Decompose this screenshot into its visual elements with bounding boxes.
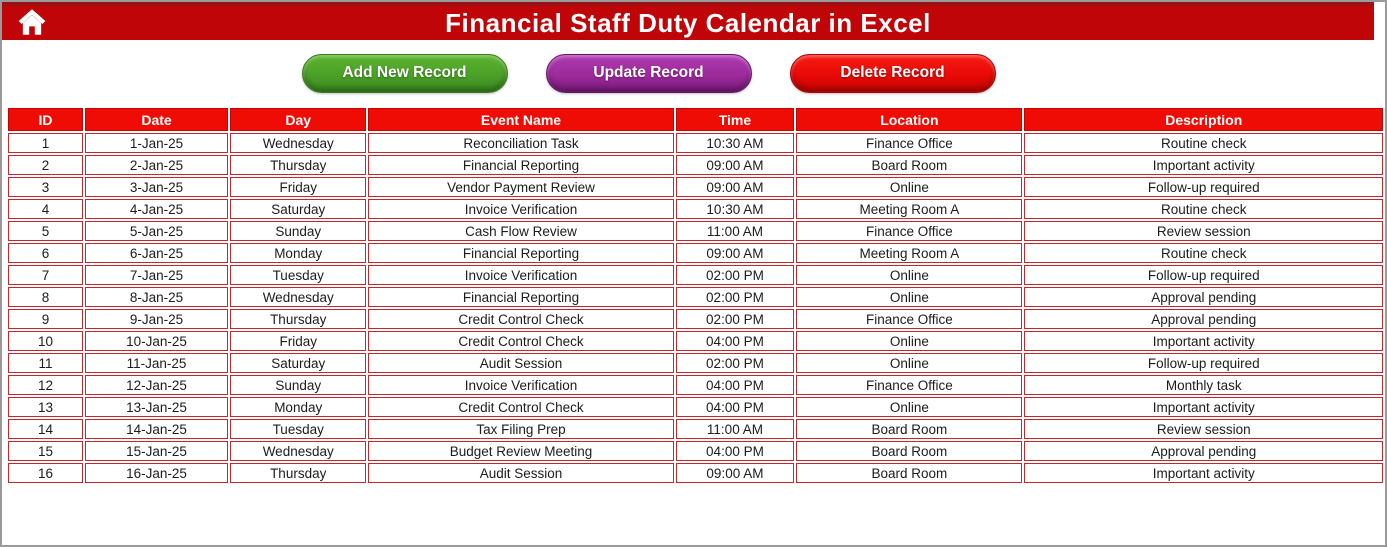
cell-time[interactable]: 04:00 PM (676, 331, 795, 351)
page-title: Financial Staff Duty Calendar in Excel (445, 7, 931, 38)
cell-id[interactable]: 16 (8, 463, 83, 483)
cell-description[interactable]: Follow-up required (1024, 353, 1383, 373)
column-header-day: Day (230, 108, 366, 131)
toolbar (0, 40, 1340, 106)
table-row (8, 331, 1383, 351)
table-row (8, 287, 1383, 307)
home-icon (16, 8, 48, 41)
table-row (8, 353, 1383, 373)
cell-date[interactable]: 12-Jan-25 (85, 375, 228, 395)
cell-time[interactable]: 04:00 PM (676, 375, 795, 395)
table-row (8, 463, 1383, 483)
cell-location[interactable]: Online (796, 265, 1022, 285)
cell-description[interactable]: Approval pending (1024, 309, 1383, 329)
cell-location[interactable]: Board Room (796, 155, 1022, 175)
cell-description[interactable]: Important activity (1024, 155, 1383, 175)
cell-id[interactable]: 12 (8, 375, 83, 395)
column-header-event-name: Event Name (368, 108, 673, 131)
cell-date[interactable]: 8-Jan-25 (85, 287, 228, 307)
cell-day[interactable]: Tuesday (230, 419, 366, 439)
table-row (8, 419, 1383, 439)
cell-description[interactable]: Approval pending (1024, 287, 1383, 307)
cell-id[interactable]: 14 (8, 419, 83, 439)
cell-date[interactable]: 7-Jan-25 (85, 265, 228, 285)
cell-event-name[interactable]: Credit Control Check (368, 397, 673, 417)
cell-location[interactable]: Finance Office (796, 309, 1022, 329)
table-row (8, 309, 1383, 329)
cell-id[interactable]: 2 (8, 155, 83, 175)
column-header-location: Location (796, 108, 1022, 131)
cell-date[interactable]: 14-Jan-25 (85, 419, 228, 439)
cell-date[interactable]: 13-Jan-25 (85, 397, 228, 417)
cell-location[interactable]: Board Room (796, 441, 1022, 461)
cell-day[interactable]: Saturday (230, 199, 366, 219)
cell-date[interactable]: 15-Jan-25 (85, 441, 228, 461)
cell-event-name[interactable]: Audit Session (368, 353, 673, 373)
table-row (8, 265, 1383, 285)
cell-day[interactable]: Thursday (230, 463, 366, 483)
cell-event-name[interactable]: Vendor Payment Review (368, 177, 673, 197)
cell-day[interactable]: Saturday (230, 353, 366, 373)
cell-time[interactable]: 02:00 PM (676, 287, 795, 307)
cell-description[interactable]: Important activity (1024, 331, 1383, 351)
cell-id[interactable]: 1 (8, 133, 83, 153)
cell-time[interactable]: 04:00 PM (676, 441, 795, 461)
cell-day[interactable]: Monday (230, 397, 366, 417)
cell-description[interactable]: Routine check (1024, 133, 1383, 153)
cell-time[interactable]: 09:00 AM (676, 243, 795, 263)
cell-event-name[interactable]: Financial Reporting (368, 287, 673, 307)
cell-description[interactable]: Routine check (1024, 243, 1383, 263)
cell-date[interactable]: 11-Jan-25 (85, 353, 228, 373)
cell-time[interactable]: 09:00 AM (676, 155, 795, 175)
cell-event-name[interactable]: Financial Reporting (368, 243, 673, 263)
cell-time[interactable]: 11:00 AM (676, 419, 795, 439)
cell-date[interactable]: 9-Jan-25 (85, 309, 228, 329)
cell-day[interactable]: Wednesday (230, 441, 366, 461)
cell-description[interactable]: Follow-up required (1024, 177, 1383, 197)
cell-date[interactable]: 1-Jan-25 (85, 133, 228, 153)
cell-id[interactable]: 11 (8, 353, 83, 373)
cell-description[interactable]: Approval pending (1024, 441, 1383, 461)
cell-day[interactable]: Wednesday (230, 287, 366, 307)
cell-date[interactable]: 6-Jan-25 (85, 243, 228, 263)
duty-calendar-table-wrap (6, 106, 1385, 485)
cell-location[interactable]: Online (796, 177, 1022, 197)
table-header-row (8, 108, 1383, 131)
home-button[interactable] (12, 8, 52, 40)
title-bar (2, 2, 1374, 40)
cell-event-name[interactable]: Budget Review Meeting (368, 441, 673, 461)
cell-id[interactable]: 8 (8, 287, 83, 307)
cell-location[interactable]: Online (796, 331, 1022, 351)
cell-location[interactable]: Board Room (796, 419, 1022, 439)
cell-time[interactable]: 04:00 PM (676, 397, 795, 417)
cell-day[interactable]: Monday (230, 243, 366, 263)
cell-location[interactable]: Finance Office (796, 375, 1022, 395)
cell-day[interactable]: Tuesday (230, 265, 366, 285)
cell-description[interactable]: Monthly task (1024, 375, 1383, 395)
cell-day[interactable]: Friday (230, 177, 366, 197)
column-header-date: Date (85, 108, 228, 131)
duty-calendar-table (6, 106, 1385, 485)
cell-description[interactable]: Important activity (1024, 463, 1383, 483)
table-row (8, 133, 1383, 153)
cell-id[interactable]: 6 (8, 243, 83, 263)
cell-day[interactable]: Wednesday (230, 133, 366, 153)
table-row (8, 177, 1383, 197)
table-row (8, 221, 1383, 241)
cell-description[interactable]: Routine check (1024, 199, 1383, 219)
cell-location[interactable]: Finance Office (796, 221, 1022, 241)
cell-time[interactable]: 02:00 PM (676, 265, 795, 285)
cell-event-name[interactable]: Tax Filing Prep (368, 419, 673, 439)
cell-id[interactable]: 3 (8, 177, 83, 197)
cell-id[interactable]: 4 (8, 199, 83, 219)
cell-date[interactable]: 3-Jan-25 (85, 177, 228, 197)
cell-location[interactable]: Online (796, 397, 1022, 417)
table-row (8, 397, 1383, 417)
cell-event-name[interactable]: Audit Session (368, 463, 673, 483)
cell-description[interactable]: Important activity (1024, 397, 1383, 417)
table-row (8, 375, 1383, 395)
cell-id[interactable]: 13 (8, 397, 83, 417)
cell-id[interactable]: 5 (8, 221, 83, 241)
cell-day[interactable]: Thursday (230, 155, 366, 175)
cell-id[interactable]: 7 (8, 265, 83, 285)
cell-description[interactable]: Review session (1024, 221, 1383, 241)
column-header-id: ID (8, 108, 83, 131)
add-new-record-button[interactable]: Add New Record (302, 54, 508, 93)
table-row (8, 155, 1383, 175)
cell-date[interactable]: 5-Jan-25 (85, 221, 228, 241)
cell-event-name[interactable]: Cash Flow Review (368, 221, 673, 241)
cell-day[interactable]: Sunday (230, 375, 366, 395)
cell-event-name[interactable]: Credit Control Check (368, 309, 673, 329)
cell-time[interactable]: 11:00 AM (676, 221, 795, 241)
cell-location[interactable]: Online (796, 353, 1022, 373)
cell-day[interactable]: Thursday (230, 309, 366, 329)
cell-id[interactable]: 9 (8, 309, 83, 329)
cell-id[interactable]: 15 (8, 441, 83, 461)
cell-description[interactable]: Follow-up required (1024, 265, 1383, 285)
cell-date[interactable]: 10-Jan-25 (85, 331, 228, 351)
cell-id[interactable]: 10 (8, 331, 83, 351)
cell-time[interactable]: 10:30 AM (676, 133, 795, 153)
cell-event-name[interactable]: Credit Control Check (368, 331, 673, 351)
table-row (8, 441, 1383, 461)
cell-time[interactable]: 02:00 PM (676, 309, 795, 329)
cell-event-name[interactable]: Invoice Verification (368, 375, 673, 395)
cell-date[interactable]: 4-Jan-25 (85, 199, 228, 219)
cell-event-name[interactable]: Invoice Verification (368, 265, 673, 285)
cell-day[interactable]: Sunday (230, 221, 366, 241)
delete-record-button[interactable]: Delete Record (790, 54, 996, 93)
cell-date[interactable]: 2-Jan-25 (85, 155, 228, 175)
cell-day[interactable]: Friday (230, 331, 366, 351)
cell-location[interactable]: Meeting Room A (796, 243, 1022, 263)
cell-event-name[interactable]: Reconciliation Task (368, 133, 673, 153)
column-header-description: Description (1024, 108, 1383, 131)
table-row (8, 243, 1383, 263)
cell-event-name[interactable]: Financial Reporting (368, 155, 673, 175)
cell-location[interactable]: Online (796, 287, 1022, 307)
cell-date[interactable]: 16-Jan-25 (85, 463, 228, 483)
table-row (8, 199, 1383, 219)
cell-time[interactable]: 09:00 AM (676, 463, 795, 483)
cell-location[interactable]: Finance Office (796, 133, 1022, 153)
cell-time[interactable]: 02:00 PM (676, 353, 795, 373)
cell-location[interactable]: Board Room (796, 463, 1022, 483)
update-record-button[interactable]: Update Record (546, 54, 752, 93)
cell-event-name[interactable]: Invoice Verification (368, 199, 673, 219)
cell-time[interactable]: 10:30 AM (676, 199, 795, 219)
cell-time[interactable]: 09:00 AM (676, 177, 795, 197)
cell-description[interactable]: Review session (1024, 419, 1383, 439)
cell-location[interactable]: Meeting Room A (796, 199, 1022, 219)
column-header-time: Time (676, 108, 795, 131)
